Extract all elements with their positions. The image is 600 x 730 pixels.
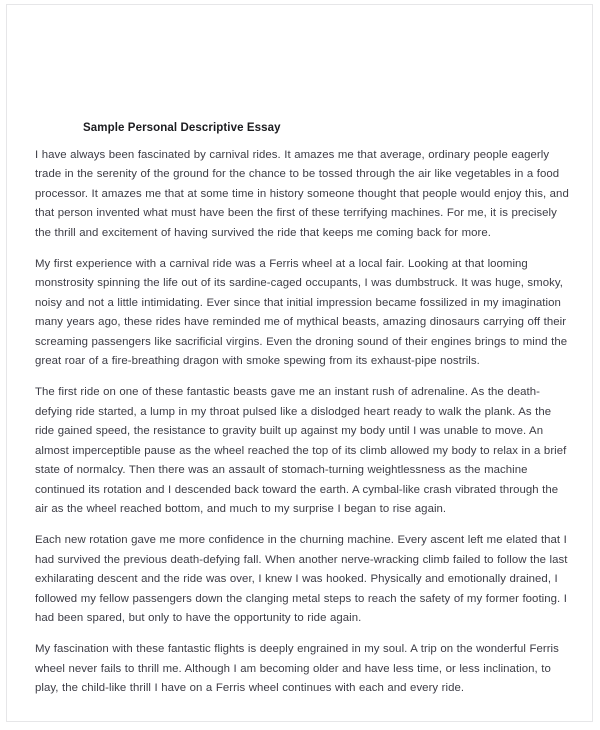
essay-paragraph-1: I have always been fascinated by carnival rides. It amazes me that average, ordinary people eagerly trade in the serenity of the ground for the chance to be tossed through the air like vegetables in a food processor. It amazes me that at some time in history someone thought that people would enjoy this, and that person invented what must have been the first of these terrifying machines. For me, it is precisely the thrill and excitement of having survived the ride that keeps me coming back for more. [35,149,569,239]
essay-paragraph-5: My fascination with these fantastic flights is deeply engrained in my soul. A trip on the wonderful Ferris wheel never fails to thrill me. Although I am becoming older and have less time, or less inclination, to play, the child-like thrill I have on a Ferris wheel continues with each and every ride. [35,643,559,695]
essay-paragraph-2: My first experience with a carnival ride was a Ferris wheel at a local fair. Looking at that looming monstrosity spinning the life out of its sardine-caged occupants, I was dumbstruck. It was huge, smoky, noisy and not a little intimidating. Ever since that initial impression became fossilized in my imagination many years ago, these rides have reminded me of mythical beasts, amazing dinosaurs carrying off their screaming passengers like sacrificial virgins. Even the droning sound of their engines brings to mind the great roar of a fire-breathing dragon with smoke spewing from its exhaust-pipe nostrils. [35,258,568,368]
essay-paragraph-3: The first ride on one of these fantastic beasts gave me an instant rush of adrenaline. As the death-defying ride started, a lump in my throat pulsed like a dislodged heart ready to walk the plank. As the ride gained speed, the resistance to gravity built up against my body until I was unable to move. An almost imperceptible pause as the wheel reached the top of its climb allowed my body to relax in a brief state of normalcy. Then there was an assault of stomach-turning weightlessness as the machine continued its rotation and I descended back toward the earth. A cymbal-like crash vibrated through the air as the wheel reached bottom, and much to my surprise I began to rise again. [35,386,567,515]
essay-paragraph-4: Each new rotation gave me more confidence in the churning machine. Every ascent left me elated that I had survived the previous death-defying fall. When another nerve-wracking climb failed to follow the last exhilarating descent and the ride was over, I knew I was hooked. Physically and emotionally drained, I followed my fellow passengers down the clanging metal steps to reach the safety of my former footing. I had been spared, but only to have the opportunity to ride again. [35,534,568,624]
page-title: Sample Personal Descriptive Essay [83,122,281,134]
document-content [35,121,573,699]
document-page [6,4,593,722]
